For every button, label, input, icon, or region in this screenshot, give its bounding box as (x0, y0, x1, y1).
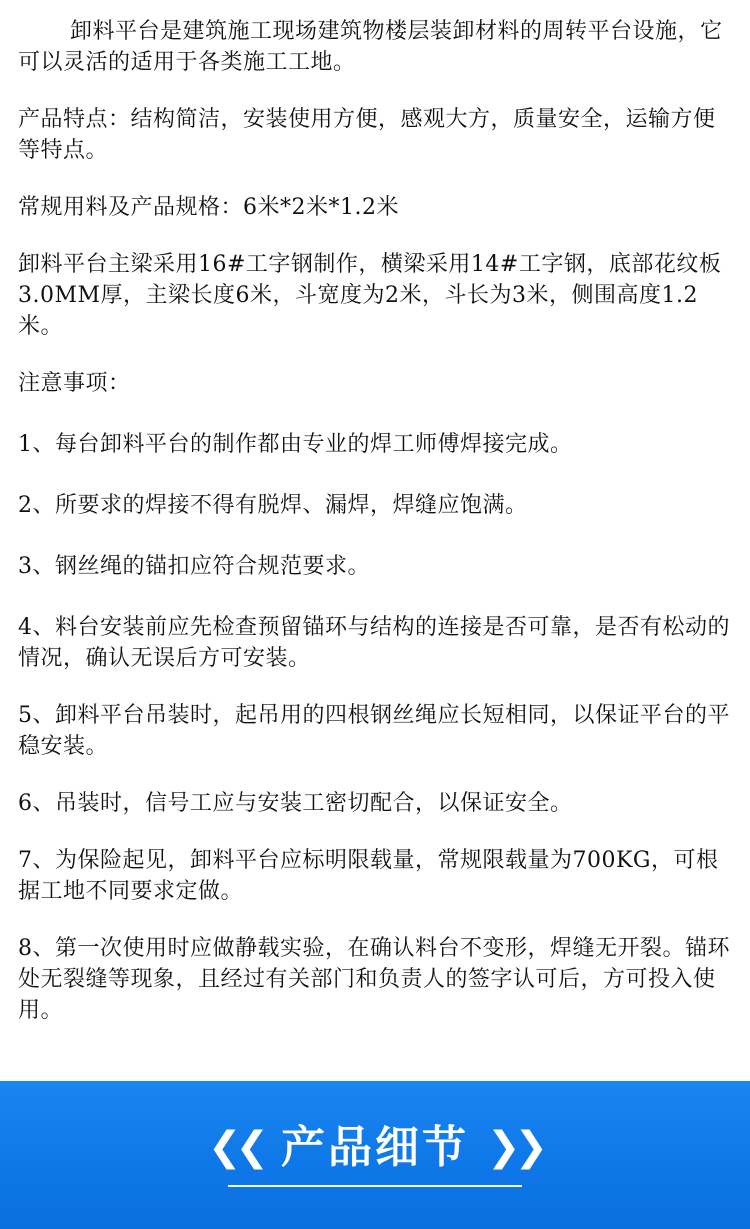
double-chevron-right-icon: ❯❯ (487, 1124, 543, 1170)
note-item-2: 2、所要求的焊接不得有脱焊、漏焊，焊缝应饱满。 (18, 493, 528, 518)
product-features-paragraph: 产品特点：结构简洁，安装使用方便，感观大方，质量安全，运输方便等特点。 (18, 107, 716, 163)
note-item-1: 1、每台卸料平台的制作都由专业的焊工师傅焊接完成。 (18, 432, 573, 457)
note-item-8: 8、第一次使用时应做静载实验，在确认料台不变形，焊缝无开裂。锚环处无裂缝等现象，且经过有关部门和负责人的签字认可后，方可投入使用。 (18, 936, 730, 1023)
banner-title: 产品细节 (281, 1122, 469, 1173)
notes-heading: 注意事项： (18, 371, 131, 396)
note-item-4: 4、料台安装前应先检查预留锚环与结构的连接是否可靠，是否有松动的情况，确认无误后方可安装。 (18, 615, 730, 671)
banner-title-row (0, 1119, 750, 1176)
note-item-6: 6、吊装时，信号工应与安装工密切配合，以保证安全。 (18, 791, 573, 816)
specifications-paragraph: 常规用料及产品规格：6米*2米*1.2米 (18, 195, 399, 220)
note-item-7: 7、为保险起见，卸料平台应标明限载量，常规限载量为700KG，可根据工地不同要求定做。 (18, 848, 719, 904)
note-item-3: 3、钢丝绳的锚扣应符合规范要求。 (18, 554, 370, 579)
document-body (18, 16, 736, 1026)
note-item-5: 5、卸料平台吊装时，起吊用的四根钢丝绳应长短相同，以保证平台的平稳安装。 (18, 703, 730, 759)
intro-paragraph: 卸料平台是建筑施工现场建筑物楼层装卸材料的周转平台设施，它可以灵活的适用于各类施工工地。 (18, 19, 723, 75)
double-chevron-left-icon: ❮❮ (207, 1124, 263, 1170)
product-details-banner (0, 1081, 750, 1229)
banner-underline (228, 1185, 522, 1187)
material-paragraph: 卸料平台主梁采用16#工字钢制作，横梁采用14#工字钢，底部花纹板3.0MM厚，主梁长度6米，斗宽度为2米，斗长为3米，侧围高度1.2米。 (18, 252, 722, 339)
